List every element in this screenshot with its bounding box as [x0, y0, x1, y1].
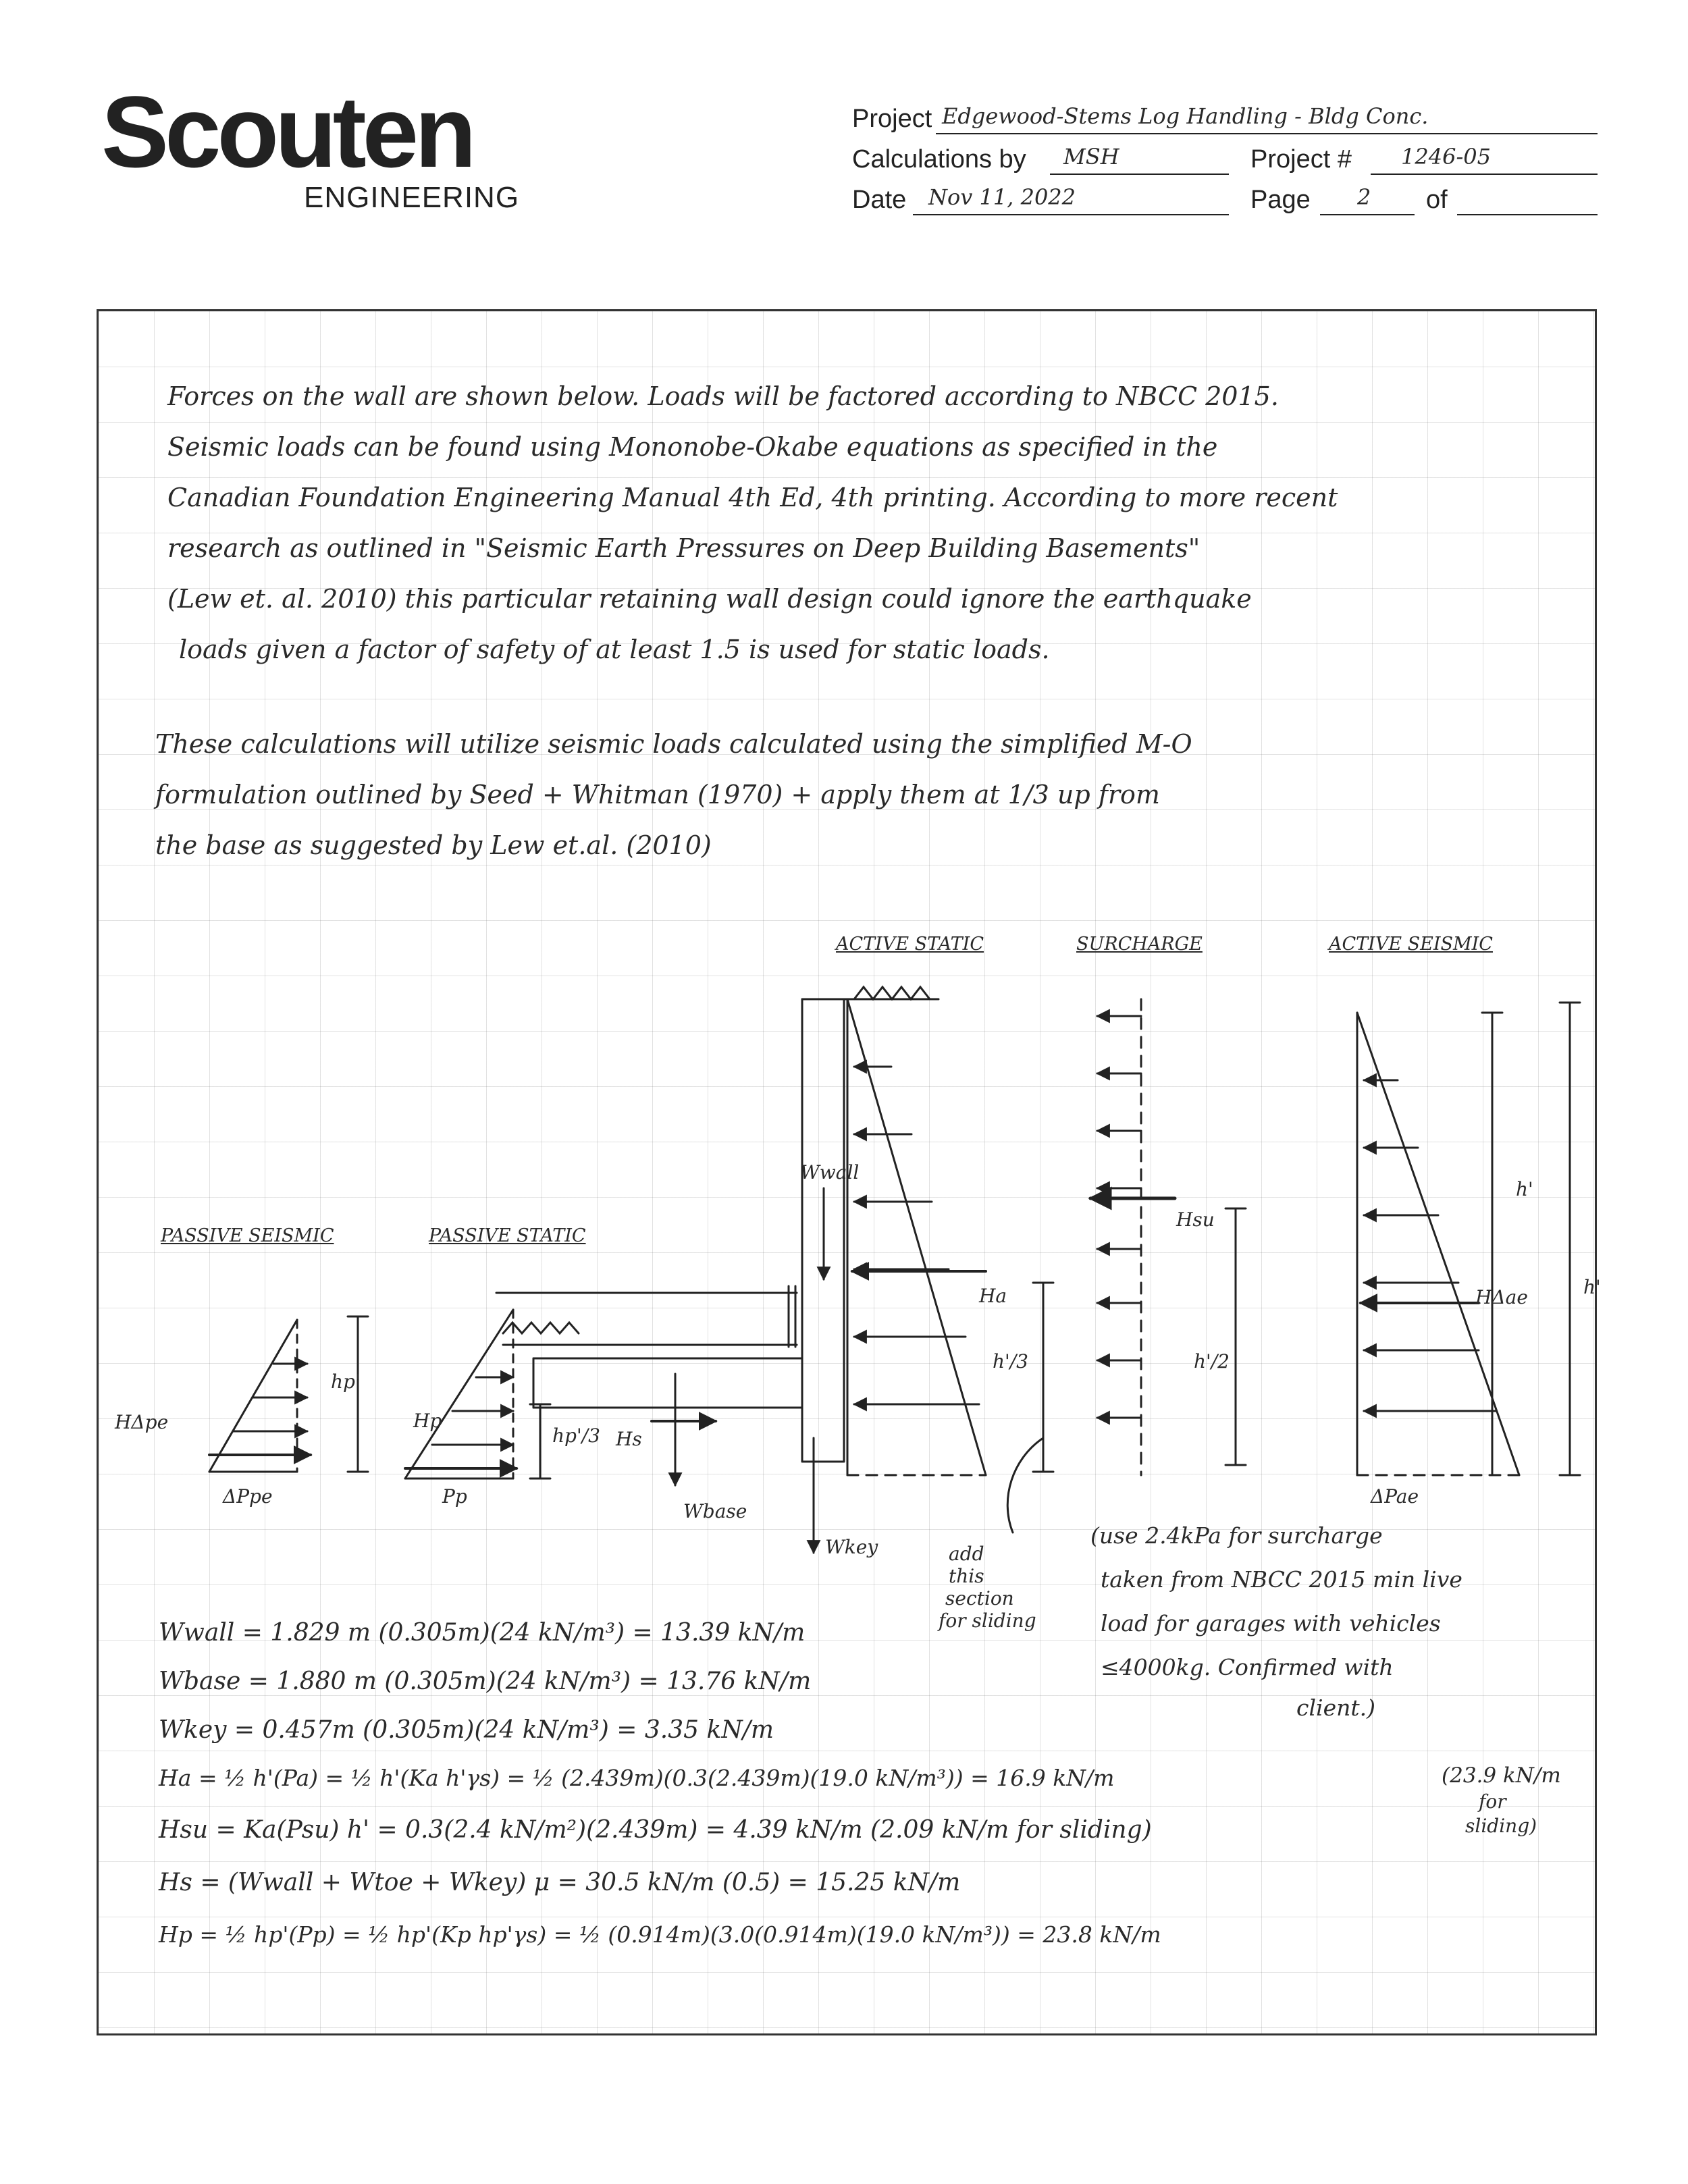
- label-d-ppe: ΔPpe: [223, 1485, 273, 1508]
- note-line: formulation outlined by Seed + Whitman (1970) + apply them at 1/3 up from: [155, 780, 1160, 809]
- page-label: Page: [1250, 186, 1311, 214]
- page-value: 2: [1357, 184, 1371, 210]
- side-note-line: sliding): [1465, 1815, 1537, 1837]
- note-line: the base as suggested by Lew et.al. (2010): [155, 830, 712, 860]
- calc-line: Hsu = Ka(Psu) h' = 0.3(2.4 kN/m²)(2.439m) = 4.39 kN/m (2.09 kN/m for sliding): [159, 1816, 1152, 1844]
- label-h-a: Ha: [979, 1285, 1007, 1307]
- label-w-key: Wkey: [825, 1536, 878, 1558]
- project-num-label: Project #: [1250, 145, 1352, 174]
- active-seismic-diagram: [1357, 1003, 1580, 1475]
- calc-line: Wbase = 1.880 m (0.305m)(24 kN/m³) = 13.76 kN/m: [159, 1668, 812, 1695]
- surcharge-note-line: (use 2.4kPa for surcharge: [1090, 1522, 1383, 1549]
- label-h-dae: HΔae: [1475, 1286, 1528, 1308]
- title-passive-seismic: PASSIVE SEISMIC: [161, 1225, 334, 1246]
- label-h-p-prime: hp': [331, 1370, 361, 1393]
- active-static-diagram: [847, 999, 1053, 1475]
- date-label: Date: [852, 186, 907, 214]
- project-num-value: 1246-05: [1401, 144, 1491, 169]
- calc-line: Wkey = 0.457m (0.305m)(24 kN/m³) = 3.35 kN/m: [159, 1716, 774, 1744]
- note-line: loads given a factor of safety of at least 1.5 is used for static loads.: [179, 635, 1050, 664]
- surcharge-diagram: [1090, 999, 1246, 1475]
- label-h-dpe: HΔpe: [115, 1411, 169, 1433]
- passive-seismic-diagram: [209, 1316, 368, 1472]
- side-note-line: (23.9 kN/m: [1442, 1763, 1561, 1788]
- note-line: research as outlined in "Seismic Earth Pressures on Deep Building Basements": [167, 533, 1201, 563]
- wall-base: [533, 1358, 802, 1408]
- company-name: Scouten: [101, 75, 473, 188]
- note-line: Canadian Foundation Engineering Manual 4th Ed, 4th printing. According to more recent: [167, 483, 1338, 512]
- calc-line: Hs = (Wwall + Wtoe + Wkey) μ = 30.5 kN/m (0.5) = 15.25 kN/m: [159, 1869, 961, 1896]
- calc-line: Ha = ½ h'(Pa) = ½ h'(Ka h'γs) = ½ (2.439m)(0.3(2.439m)(19.0 kN/m³)) = 16.9 kN/m: [159, 1765, 1115, 1791]
- project-value: Edgewood-Stems Log Handling - Bldg Conc.: [942, 103, 1429, 129]
- key-note-line: section: [945, 1587, 1014, 1609]
- label-hp-third: hp'/3: [552, 1424, 600, 1447]
- label-w-wall: Wwall: [800, 1161, 860, 1183]
- surcharge-note-line: client.): [1296, 1695, 1375, 1721]
- surcharge-note-line: taken from NBCC 2015 min live: [1101, 1566, 1462, 1593]
- label-h-su: Hsu: [1176, 1208, 1215, 1231]
- calc-line: Wwall = 1.829 m (0.305m)(24 kN/m³) = 13.39 kN/m: [159, 1619, 806, 1647]
- note-line: Seismic loads can be found using Mononobe-Okabe equations as specified in the: [167, 432, 1218, 462]
- backfill-surface: [844, 987, 939, 999]
- label-p-p: Pp: [442, 1485, 467, 1508]
- label-h-p: Hp: [413, 1410, 442, 1432]
- surcharge-note-line: ≤4000kg. Confirmed with: [1101, 1654, 1394, 1680]
- title-active-static: ACTIVE STATIC: [836, 934, 984, 955]
- surcharge-note-line: load for garages with vehicles: [1101, 1610, 1441, 1636]
- label-h-prime-inner: h': [1516, 1178, 1533, 1200]
- calc-by-label: Calculations by: [852, 145, 1026, 174]
- label-h-prime-outer: h': [1583, 1276, 1601, 1298]
- calc-line: Hp = ½ hp'(Pp) = ½ hp'(Kp hp'γs) = ½ (0.914m)(3.0(0.914m)(19.0 kN/m³)) = 23.8 kN/m: [159, 1921, 1161, 1948]
- date-value: Nov 11, 2022: [928, 184, 1076, 210]
- note-line: These calculations will utilize seismic loads calculated using the simplified M-O: [155, 729, 1192, 759]
- title-active-seismic: ACTIVE SEISMIC: [1329, 934, 1493, 955]
- key-note-line: add: [949, 1543, 984, 1565]
- of-label: of: [1426, 186, 1448, 214]
- company-division: ENGINEERING: [304, 181, 520, 214]
- side-note-line: for: [1479, 1790, 1506, 1813]
- label-h-third: h'/3: [993, 1350, 1028, 1373]
- key-note-line: this: [949, 1565, 984, 1587]
- label-d-pae: ΔPae: [1371, 1485, 1419, 1508]
- note-line: (Lew et. al. 2010) this particular retaining wall design could ignore the earthquake: [167, 584, 1252, 614]
- project-label: Project: [852, 105, 932, 133]
- key-note-line: for sliding: [939, 1609, 1036, 1632]
- label-h-half: h'/2: [1194, 1350, 1230, 1373]
- label-w-base: Wbase: [683, 1500, 747, 1522]
- toe-fill-surface: [496, 1286, 797, 1347]
- calc-by-value: MSH: [1063, 144, 1119, 169]
- title-passive-static: PASSIVE STATIC: [429, 1225, 586, 1246]
- label-h-s: Hs: [616, 1428, 642, 1450]
- key-note-leader: [1007, 1438, 1043, 1533]
- title-surcharge: SURCHARGE: [1076, 934, 1203, 955]
- passive-static-diagram: [405, 1310, 550, 1479]
- note-line: Forces on the wall are shown below. Loads will be factored according to NBCC 2015.: [167, 381, 1279, 411]
